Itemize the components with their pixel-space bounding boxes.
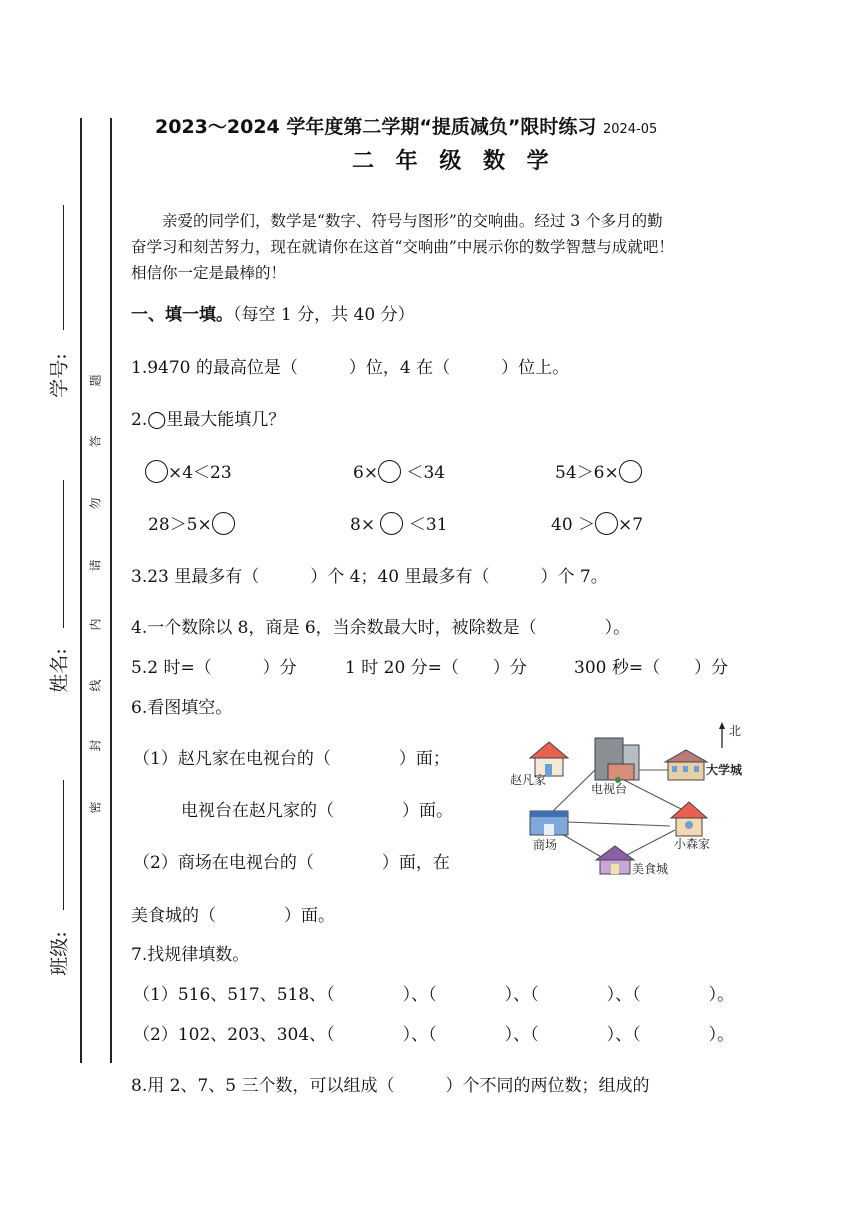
seal-char: 答 — [88, 435, 103, 448]
name-label: 姓名: — [48, 648, 71, 693]
question-6-1b: 电视台在赵凡家的（ ）面。 — [181, 801, 453, 821]
q2-item: 8× ＜31 — [350, 510, 448, 535]
direction-map — [500, 718, 770, 883]
answer-circle[interactable] — [619, 460, 642, 483]
intro-line: 相信你一定是最棒的！ — [131, 264, 287, 282]
answer-circle[interactable] — [145, 460, 168, 483]
seal-char: 封 — [88, 739, 103, 752]
q2-item: 54＞6× — [555, 458, 642, 483]
student-id-underline — [63, 205, 64, 330]
q2-item: ×4＜23 — [145, 458, 232, 483]
north-label: 北 — [729, 724, 742, 738]
seal-char: 密 — [88, 801, 103, 814]
question-5b: 1 时 20 分=（ ）分 — [345, 658, 527, 678]
seal-char: 请 — [88, 559, 103, 572]
question-8: 8.用 2、7、5 三个数，可以组成（ ）个不同的两位数；组成的 — [131, 1076, 650, 1096]
q2-item: 40 ＞ ×7 — [551, 510, 643, 535]
question-7-2: （2）102、203、304、（ ）、（ ）、（ ）、（ ）。 — [133, 1025, 735, 1045]
question-6: 6.看图填空。 — [131, 698, 233, 718]
class-label: 班级: — [48, 931, 71, 976]
student-id-label: 学号: — [48, 353, 71, 398]
question-4: 4.一个数除以 8，商是 6，当余数最大时，被除数是（ ）。 — [131, 618, 631, 638]
answer-circle[interactable] — [595, 512, 618, 535]
seal-char: 勿 — [88, 497, 103, 510]
intro-paragraph — [131, 208, 751, 286]
answer-circle[interactable] — [212, 512, 235, 535]
section-heading — [131, 300, 415, 325]
question-7: 7.找规律填数。 — [131, 945, 250, 965]
answer-circle[interactable] — [380, 512, 403, 535]
binding-line-outer — [80, 118, 82, 1063]
exam-subtitle: 二 年 级 数 学 — [352, 149, 556, 174]
place-label: 电视台 — [591, 782, 628, 796]
food-city-icon — [596, 846, 634, 874]
tv-station-icon — [595, 738, 639, 783]
seal-char: 线 — [88, 679, 103, 692]
section-score-note: （每空 1 分，共 40 分） — [233, 305, 415, 325]
question-6-1a: （1）赵凡家在电视台的（ ）面； — [133, 749, 450, 769]
intro-line: 亲爱的同学们，数学是“数字、符号与图形”的交响曲。经过 3 个多月的勤 — [162, 212, 663, 230]
class-underline — [63, 780, 64, 910]
seal-char: 内 — [88, 618, 103, 631]
question-2: 2.◯里最大能填几？ — [131, 410, 286, 430]
q2-item: 28＞5× — [148, 510, 235, 535]
exam-date: 2024-05 — [602, 122, 658, 137]
intro-line: 奋学习和刻苦努力，现在就请你在这首“交响曲”中展示你的数学智慧与成就吧！ — [131, 238, 674, 256]
university-icon — [665, 750, 707, 780]
exam-title-text: 2023～2024 学年度第二学期“提质减负”限时练习 — [155, 116, 597, 138]
name-underline — [63, 480, 64, 628]
binding-line-inner — [110, 118, 112, 1063]
question-5a: 5.2 时=（ ）分 — [131, 658, 297, 678]
question-5c: 300 秒=（ ）分 — [574, 658, 729, 678]
q2-item: 6× ＜34 — [353, 458, 445, 483]
place-label: 美食城 — [632, 862, 669, 876]
question-6-2a: （2）商场在电视台的（ ）面，在 — [133, 853, 450, 873]
seal-char: 题 — [88, 374, 103, 387]
place-label: 大学城 — [706, 763, 743, 777]
exam-title — [155, 112, 657, 139]
section-title: 一、填一填。 — [131, 305, 233, 325]
place-label: 商场 — [533, 838, 558, 852]
house-icon — [530, 742, 568, 776]
question-3: 3.23 里最多有（ ）个 4；40 里最多有（ ）个 7。 — [131, 567, 608, 587]
question-6-2b: 美食城的（ ）面。 — [131, 906, 335, 926]
north-arrow-icon — [719, 722, 725, 748]
place-label: 小森家 — [674, 837, 711, 851]
mall-icon — [530, 811, 568, 835]
answer-circle[interactable] — [378, 460, 401, 483]
question-7-1: （1）516、517、518、（ ）、（ ）、（ ）、（ ）。 — [133, 985, 735, 1005]
place-label: 赵凡家 — [510, 773, 547, 787]
question-1: 1.9470 的最高位是（ ）位，4 在（ ）位上。 — [131, 358, 570, 378]
